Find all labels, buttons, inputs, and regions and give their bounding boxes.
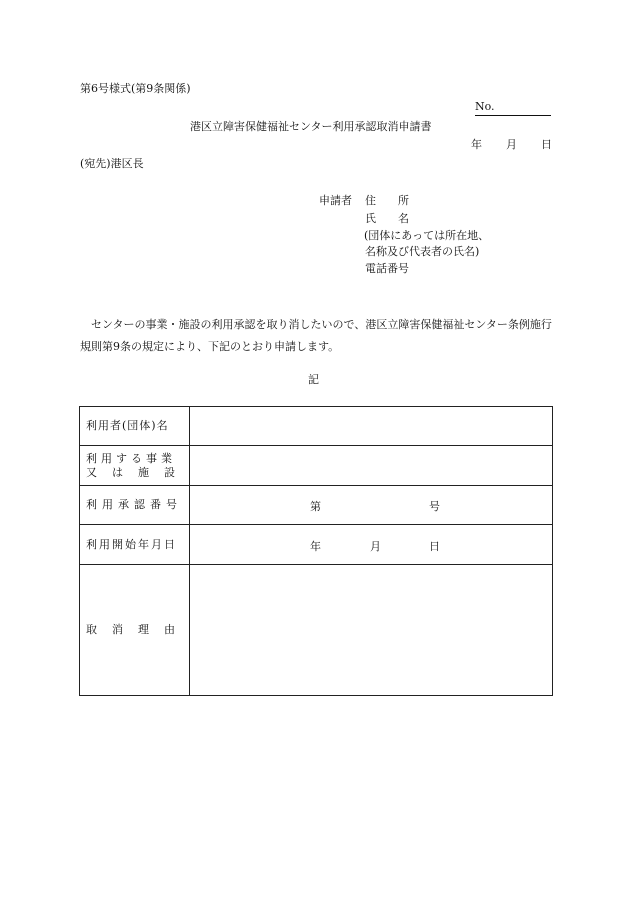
ki-heading: 記 <box>308 373 319 386</box>
approval-number-dai: 第 <box>310 500 321 513</box>
cancel-reason-value-cell[interactable] <box>190 565 553 696</box>
facility-label-char: 又 <box>86 465 100 479</box>
start-date-label-cell <box>80 525 190 565</box>
facility-label-line1: 利用する事業 <box>86 451 176 465</box>
facility-value-cell[interactable] <box>190 446 553 486</box>
addressee: (宛先)港区長 <box>80 157 144 170</box>
form-number-field[interactable] <box>475 100 551 116</box>
form-label: 第6号様式(第9条関係) <box>80 82 191 95</box>
approval-number-label: 利用承認番号 <box>86 498 182 511</box>
approval-number-go: 号 <box>429 500 440 513</box>
phone-label: 電話番号 <box>365 262 409 275</box>
address-label: 住 所 <box>365 194 409 207</box>
user-name-label: 利用者(団体)名 <box>86 419 169 432</box>
document-title: 港区立障害保健福祉センター利用承認取消申請書 <box>190 120 432 133</box>
cancel-reason-label-char: 消 <box>112 623 126 636</box>
cancel-reason-label <box>86 623 178 637</box>
table-row-facility <box>80 446 553 486</box>
cancel-reason-label-char: 理 <box>138 623 152 636</box>
request-statement: センターの事業・施設の利用承認を取り消したいので、港区立障害保健福祉センター条例施行規則第9条の規定により、下記のとおり申請します。 <box>80 318 552 353</box>
start-date-label: 利用開始年月日 <box>86 537 177 551</box>
cancel-reason-label-char: 取 <box>86 623 100 636</box>
approval-number-value-cell[interactable] <box>190 486 553 525</box>
date-day: 日 <box>541 138 552 151</box>
start-date-year: 年 <box>310 540 321 553</box>
facility-label-cell <box>80 446 190 486</box>
facility-label-char: は <box>112 465 126 479</box>
facility-label-line2 <box>86 466 178 480</box>
user-name-label-cell <box>80 407 190 446</box>
number-label: No. <box>475 100 495 113</box>
start-date-day: 日 <box>429 540 440 553</box>
table-row-cancel-reason <box>80 565 553 696</box>
table-row-approval-number <box>80 486 553 525</box>
detail-table <box>79 406 553 696</box>
applicant-note-line1: (団体にあっては所在地、 <box>364 229 490 242</box>
facility-label-char: 施 <box>138 465 152 479</box>
date-month: 月 <box>506 138 517 151</box>
date-year: 年 <box>471 138 482 151</box>
cancel-reason-label-cell <box>80 565 190 696</box>
table-row-start-date <box>80 525 553 565</box>
user-name-value-cell[interactable] <box>190 407 553 446</box>
applicant-note-line2: 名称及び代表者の氏名) <box>365 245 480 258</box>
cancel-reason-label-char: 由 <box>164 623 178 636</box>
applicant-label: 申請者 <box>319 194 352 207</box>
approval-number-label-cell <box>80 486 190 525</box>
name-label: 氏 名 <box>365 212 409 225</box>
facility-label-char: 設 <box>164 465 178 479</box>
table-row-user-name <box>80 407 553 446</box>
start-date-month: 月 <box>370 540 381 553</box>
start-date-value-cell[interactable] <box>190 525 553 565</box>
